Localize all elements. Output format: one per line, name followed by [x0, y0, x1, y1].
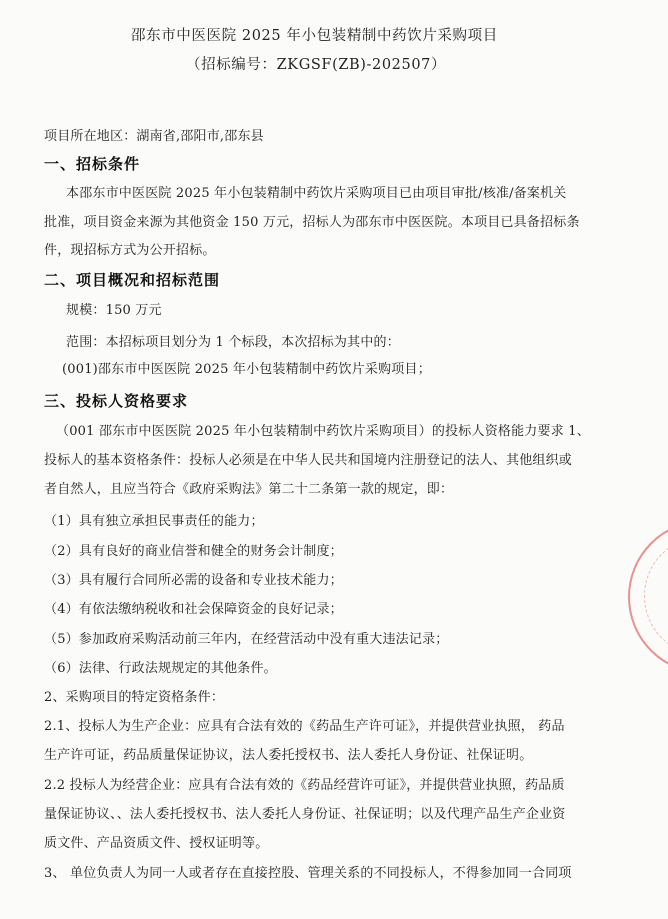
section-heading-bidder-qualifications: 三、投标人资格要求 — [44, 392, 189, 410]
paragraph-line: 件，现招标方式为公开招标。 — [44, 243, 216, 258]
section-heading-project-overview: 二、项目概况和招标范围 — [44, 271, 221, 289]
project-scope: 范围：本招标项目划分为 1 个标段，本次招标为其中的： — [66, 335, 400, 350]
paragraph-line: 生产许可证，药品质量保证协议，法人委托授权书、法人委托人身份证、社保证明。 — [44, 748, 533, 763]
special-requirements-heading: 2、采购项目的特定资格条件： — [44, 690, 225, 705]
paragraph-line: 2.2 投标人为经营企业：应具有合法有效的《药品经营许可证》，并提供营业执照，药品质 — [44, 778, 565, 793]
requirement-item: （3）具有履行合同所必需的设备和专业技术能力； — [44, 573, 343, 588]
paragraph-line: 者自然人，且应当符合《政府采购法》第二十二条第一款的规定，即： — [44, 482, 454, 497]
paragraph-line: 3、 单位负责人为同一人或者存在直接控股、管理关系的不同投标人，不得参加同一合同项 — [44, 866, 572, 881]
requirement-item: （1）具有独立承担民事责任的能力； — [44, 514, 264, 529]
requirement-item: （2）具有良好的商业信誉和健全的财务会计制度； — [44, 544, 343, 559]
requirement-item: （4）有依法缴纳税收和社会保障资金的良好记录； — [44, 602, 343, 617]
paragraph-line: 2.1、投标人为生产企业：应具有合法有效的《药品生产许可证》，并提供营业执照， 药品 — [44, 719, 565, 734]
paragraph-line: 投标人的基本资格条件：投标人必须是在中华人民共和国境内注册登记的法人、其他组织或 — [44, 453, 573, 468]
requirement-item: （6）法律、行政法规规定的其他条件。 — [44, 661, 277, 676]
paragraph-line: 质文件、产品资质文件、授权证明等。 — [44, 836, 269, 851]
project-location: 项目所在地区：湖南省,邵阳市,邵东县 — [44, 129, 264, 144]
paragraph-line: 批准，项目资金来源为其他资金 150 万元，招标人为邵东市中医医院。本项目已具备招标条 — [44, 215, 580, 230]
requirement-item: （5）参加政府采购活动前三年内，在经营活动中没有重大违法记录； — [44, 632, 449, 647]
document-title: 邵东市中医医院 2025 年小包装精制中药饮片采购项目 — [131, 28, 498, 44]
paragraph-line: 量保证协议、、法人委托授权书、法人委托人身份证、社保证明；以及代理产品生产企业资 — [44, 807, 566, 822]
paragraph-line: 本邵东市中医医院 2025 年小包装精制中药饮片采购项目已由项目审批/核准/备案机关 — [66, 186, 567, 201]
paragraph-line: （001 邵东市中医医院 2025 年小包装精制中药饮片采购项目）的投标人资格能力要求 1、 — [56, 424, 590, 439]
tender-number: （招标编号：ZKGSF(ZB)-202507） — [186, 57, 447, 73]
section-heading-tender-conditions: 一、招标条件 — [44, 155, 141, 173]
lot-item: (001)邵东市中医医院 2025 年小包装精制中药饮片采购项目； — [62, 362, 431, 377]
project-scale: 规模：150 万元 — [66, 303, 162, 318]
